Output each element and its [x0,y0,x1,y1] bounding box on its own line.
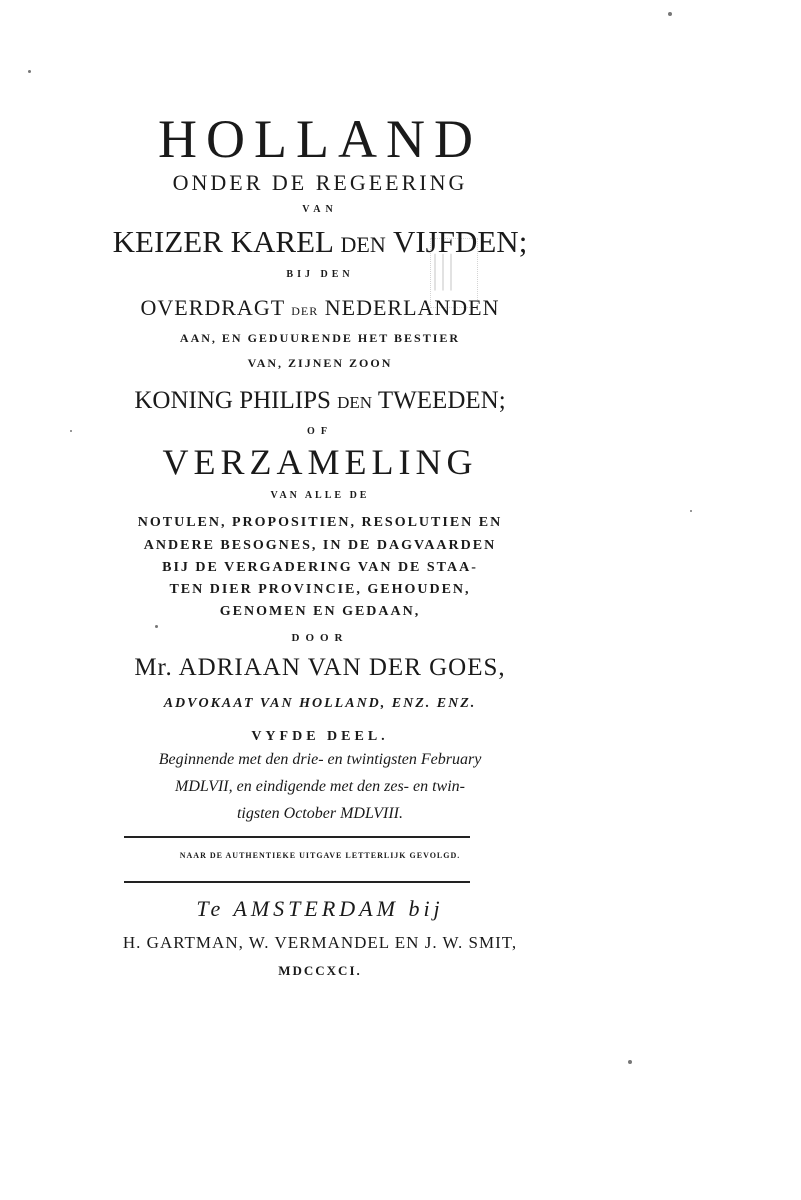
paper-speck [70,430,72,432]
paper-speck [155,625,158,628]
bij-den-line: BIJ DEN [286,269,354,280]
transfer-line-3: VAN, ZIJNEN ZOON [247,356,393,370]
of-line: OF [307,426,333,437]
transfer-line-2: AAN, EN GEDUURENDE HET BESTIER [179,331,461,345]
publishers-line: H. GARTMAN, W. VERMANDEL EN J. W. SMIT, [122,933,518,952]
place-line: Te AMSTERDAM bij [196,896,444,921]
emperor-den: DEN [340,232,386,257]
king-ordinal: TWEEDEN; [377,387,506,414]
book-title: HOLLAND [158,109,482,169]
transfer-line [60,297,580,319]
van-line: VAN [302,204,338,215]
transfer-place: NEDERLANDEN [324,295,500,320]
emperor-name: KEIZER KAREL [112,224,333,259]
paper-speck [690,510,692,512]
description-line-4: TEN DIER PROVINCIE, GEHOUDEN, [169,582,471,597]
top-rule [124,836,470,838]
description-line-2: ANDERE BESOGNES, IN DE DAGVAARDEN [143,538,497,553]
author-title: ADVOKAAT VAN HOLLAND, ENZ. ENZ. [163,696,477,711]
paper-speck [28,70,31,73]
emperor-ordinal: VIJFDEN; [392,224,528,259]
king-line [60,388,580,413]
volume-line-1: Beginnende met den drie- en twintigsten February [158,751,482,768]
description-line-1: NOTULEN, PROPOSITIEN, RESOLUTIEN EN [137,515,503,530]
volume-label: VYFDE DEEL. [251,729,389,744]
library-stamp: ||| [430,238,478,308]
king-name: KONING PHILIPS [134,387,331,414]
volume-line-2: MDLVII, en eindigende met den zes- en twin- [175,778,465,795]
edition-note: NAAR DE AUTHENTIEKE UITGAVE LETTERLIJK GEVOLGD. [179,851,461,860]
description-line-5: GENOMEN EN GEDAAN, [219,604,421,619]
volume-line-3: tigsten October MDLVIII. [236,805,404,822]
subtitle: ONDER DE REGEERING [172,170,468,195]
king-den: DEN [337,393,373,412]
bottom-rule [124,881,470,883]
van-alle-de-line: VAN ALLE DE [270,490,370,501]
door-line: DOOR [291,632,349,644]
paper-speck [668,12,672,16]
paper-speck [628,1060,632,1064]
transfer-word: OVERDRAGT [140,295,285,320]
collection-title: VERZAMELING [162,442,478,482]
author-name: Mr. ADRIAAN VAN DER GOES, [134,654,506,681]
emperor-line [60,226,580,257]
publication-year: MDCCXCI. [278,963,362,978]
transfer-der: DER [291,304,319,318]
description-line-3: BIJ DE VERGADERING VAN DE STAA- [162,560,478,575]
